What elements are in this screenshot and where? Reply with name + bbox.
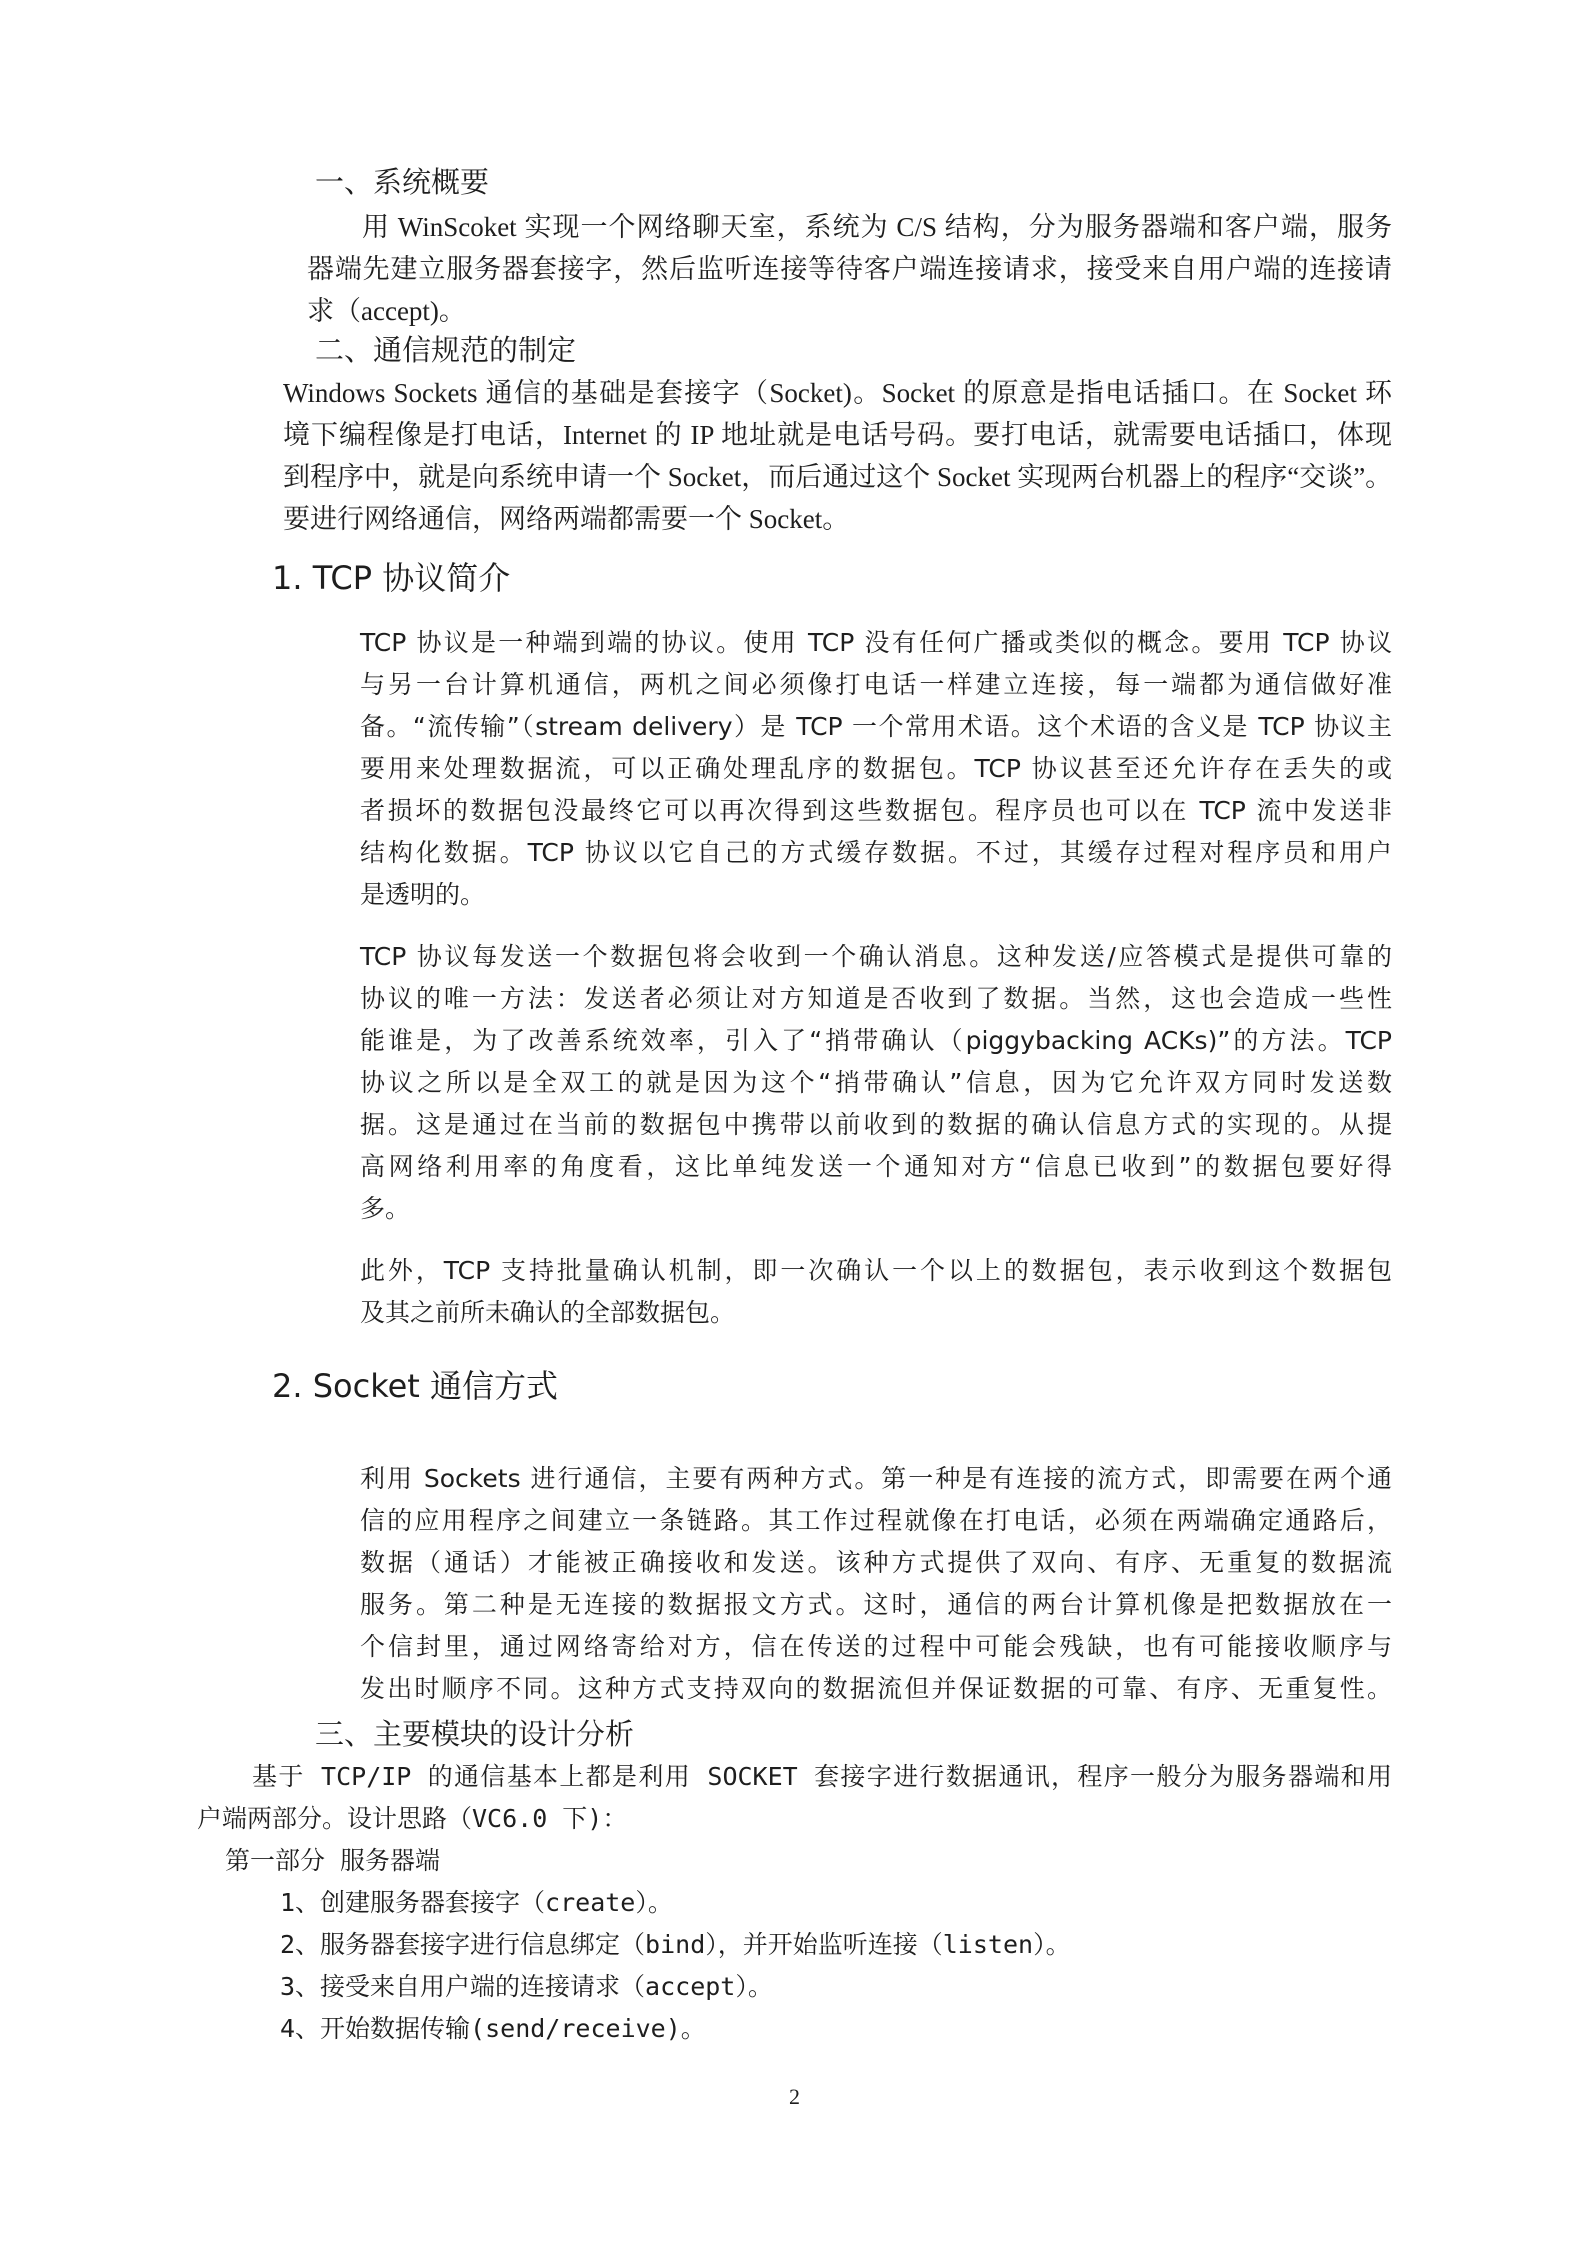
tcp-para1-line: 是透明的。: [360, 880, 486, 909]
part-title-server: 第一部分 服务器端: [225, 1846, 441, 1875]
tcp-para2-line: 能谁是，为了改善系统效率，引入了“捎带确认（piggybacking ACKs)”的方法。TCP: [360, 1026, 1392, 1055]
protocol-line: 境下编程像是打电话，Internet 的 IP 地址就是电话号码。要打电话，就需要电话插口，体现: [283, 420, 1392, 450]
socket-para-line: 数据（通话）才能被正确接收和发送。该种方式提供了双向、有序、无重复的数据流: [360, 1548, 1392, 1577]
server-step: 1、创建服务器套接字（create）。: [280, 1888, 673, 1917]
tcp-para1-line: TCP 协议是一种端到端的协议。使用 TCP 没有任何广播或类似的概念。要用 TCP 协议: [360, 628, 1392, 657]
tcp-para3-line: 及其之前所未确认的全部数据包。: [360, 1298, 736, 1327]
page-number: 2: [789, 2084, 800, 2109]
section-heading-overview: 一、系统概要: [315, 167, 490, 199]
section-heading-protocol: 二、通信规范的制定: [315, 335, 577, 367]
protocol-line: Windows Sockets 通信的基础是套接字（Socket)。Socket 的原意是指电话插口。在 Socket 环: [283, 378, 1392, 408]
overview-line: 器端先建立服务器套接字，然后监听连接等待客户端连接请求，接受来自用户端的连接请: [307, 254, 1392, 284]
overview-line: 用 WinScoket 实现一个网络聊天室，系统为 C/S 结构，分为服务器端和客户端，服务: [362, 212, 1392, 242]
section-heading-design: 三、主要模块的设计分析: [315, 1719, 635, 1751]
overview-line: 求（accept)。: [307, 296, 466, 326]
tcp-para2-line: 高网络利用率的角度看，这比单纯发送一个通知对方“信息已收到”的数据包要好得: [360, 1152, 1392, 1181]
server-step: 4、开始数据传输(send/receive)。: [280, 2014, 706, 2043]
design-line: 基于 TCP/IP 的通信基本上都是利用 SOCKET 套接字进行数据通讯，程序一般分为服务器端和用: [252, 1762, 1392, 1791]
protocol-line: 要进行网络通信，网络两端都需要一个 Socket。: [283, 504, 850, 534]
socket-para-line: 个信封里，通过网络寄给对方，信在传送的过程中可能会残缺，也有可能接收顺序与: [360, 1632, 1392, 1661]
socket-para-line: 利用 Sockets 进行通信，主要有两种方式。第一种是有连接的流方式，即需要在两个通: [360, 1464, 1392, 1493]
tcp-para3-line: 此外，TCP 支持批量确认机制，即一次确认一个以上的数据包，表示收到这个数据包: [360, 1256, 1392, 1285]
server-step: 2、服务器套接字进行信息绑定（bind），并开始监听连接（listen）。: [280, 1930, 1071, 1959]
subsection-heading-tcp: 1. TCP 协议简介: [272, 559, 511, 597]
tcp-para2-line: 协议的唯一方法：发送者必须让对方知道是否收到了数据。当然，这也会造成一些性: [360, 984, 1392, 1013]
tcp-para2-line: TCP 协议每发送一个数据包将会收到一个确认消息。这种发送/应答模式是提供可靠的: [360, 942, 1392, 971]
subsection-heading-socket: 2. Socket 通信方式: [272, 1367, 558, 1405]
tcp-para2-line: 协议之所以是全双工的就是因为这个“捎带确认”信息，因为它允许双方同时发送数: [360, 1068, 1392, 1097]
protocol-line: 到程序中，就是向系统申请一个 Socket，而后通过这个 Socket 实现两台机器上的程序“交谈”。: [283, 462, 1393, 492]
tcp-para2-line: 多。: [360, 1194, 411, 1223]
tcp-para1-line: 者损坏的数据包没最终它可以再次得到这些数据包。程序员也可以在 TCP 流中发送非: [360, 796, 1392, 825]
tcp-para1-line: 要用来处理数据流，可以正确处理乱序的数据包。TCP 协议甚至还允许存在丢失的或: [360, 754, 1392, 783]
socket-para-line: 发出时顺序不同。这种方式支持双向的数据流但并保证数据的可靠、有序、无重复性。: [360, 1674, 1392, 1703]
socket-para-line: 服务。第二种是无连接的数据报文方式。这时，通信的两台计算机像是把数据放在一: [360, 1590, 1392, 1619]
socket-para-line: 信的应用程序之间建立一条链路。其工作过程就像在打电话，必须在两端确定通路后，: [360, 1506, 1392, 1535]
design-line: 户端两部分。设计思路（VC6.0 下)：: [197, 1804, 628, 1833]
tcp-para2-line: 据。这是通过在当前的数据包中携带以前收到的数据的确认信息方式的实现的。从提: [360, 1110, 1392, 1139]
server-step: 3、接受来自用户端的连接请求（accept）。: [280, 1972, 773, 2001]
tcp-para1-line: 与另一台计算机通信，两机之间必须像打电话一样建立连接，每一端都为通信做好准: [360, 670, 1392, 699]
tcp-para1-line: 结构化数据。TCP 协议以它自己的方式缓存数据。不过，其缓存过程对程序员和用户: [360, 838, 1392, 867]
tcp-para1-line: 备。“流传输”（stream delivery）是 TCP 一个常用术语。这个术语的含义是 TCP 协议主: [360, 712, 1392, 741]
